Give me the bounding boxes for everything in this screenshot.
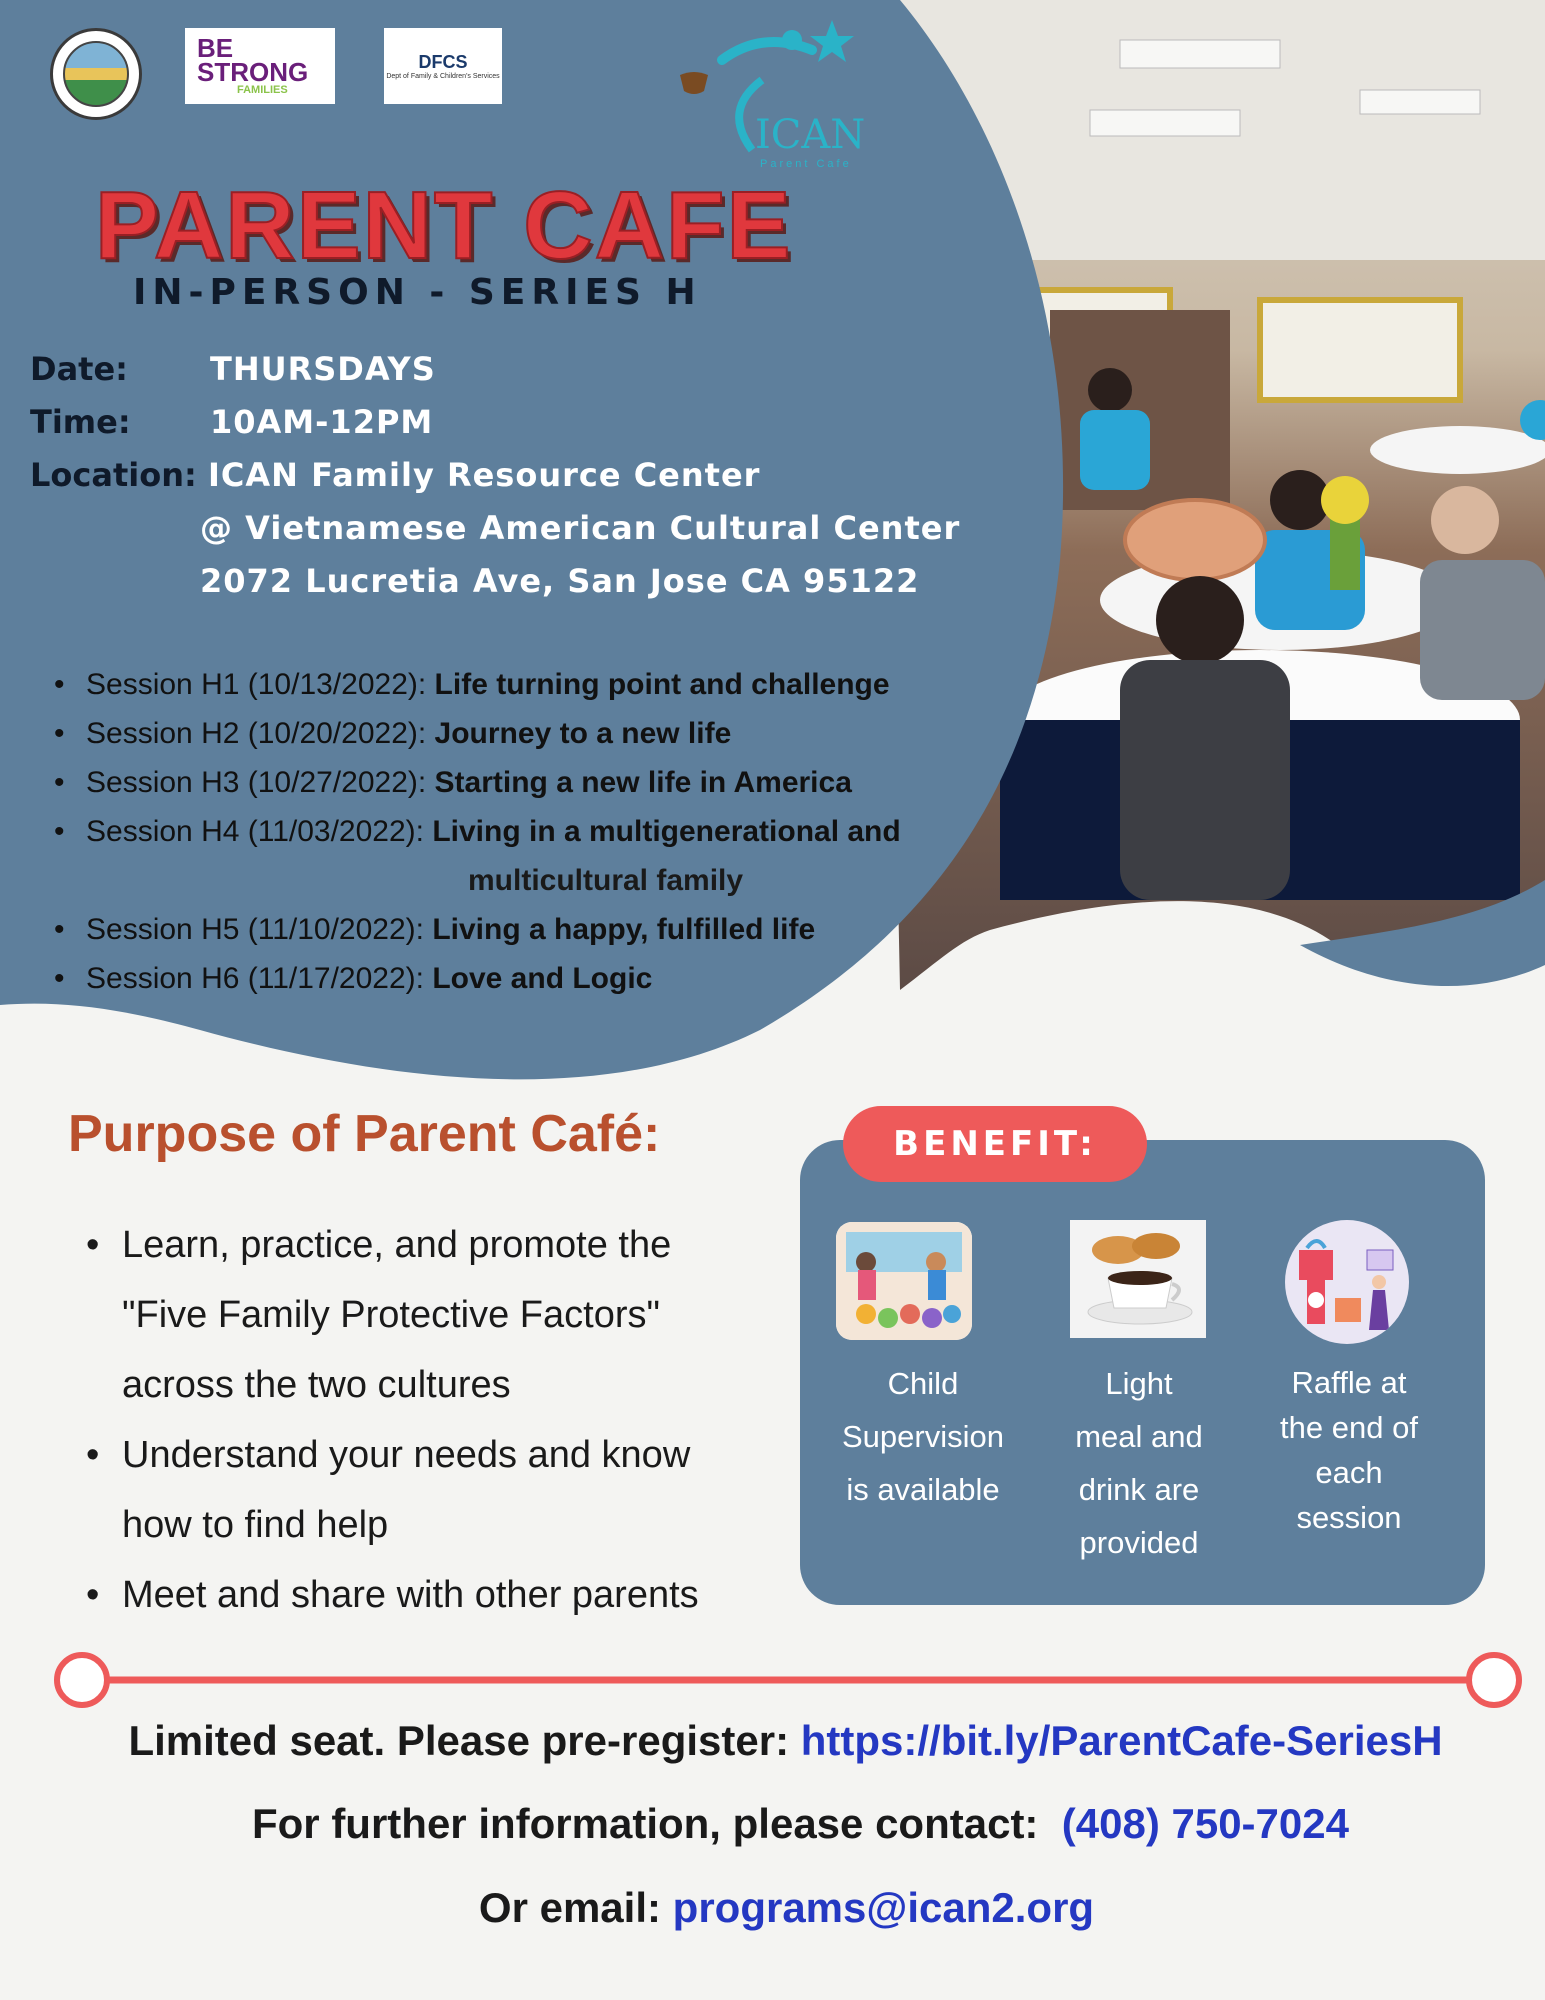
- session-item: [50, 660, 970, 709]
- benefit-text: Raffle at: [1291, 1365, 1407, 1400]
- purpose-line: how to find help: [122, 1504, 389, 1546]
- benefit-text: Supervision: [842, 1419, 1004, 1454]
- page-subtitle: IN-PERSON - SERIES H: [133, 272, 702, 313]
- date-value: THURSDAYS: [210, 350, 436, 388]
- session-item: [50, 905, 970, 954]
- logo-text: DFCS: [418, 52, 468, 72]
- logo-text: BE: [197, 33, 234, 63]
- session-date: Session H5 (11/10/2022):: [86, 913, 433, 946]
- location-line-3: 2072 Lucretia Ave, San Jose CA 95122: [200, 562, 920, 600]
- benefit-text: drink are: [1078, 1472, 1200, 1507]
- session-item: [50, 758, 970, 807]
- children-playing-icon: [836, 1222, 972, 1340]
- session-date: Session H1 (10/13/2022):: [86, 668, 435, 701]
- ican-logo-text: ICAN: [755, 112, 866, 158]
- purpose-item: [86, 1420, 786, 1560]
- email-link[interactable]: programs@ican2.org: [672, 1884, 1095, 1931]
- contact-text: For further information, please contact:: [252, 1800, 1062, 1847]
- prize-draw-icon: [1285, 1220, 1409, 1344]
- purpose-line: Meet and share with other parents: [122, 1574, 699, 1616]
- benefit-child-supervision: [823, 1357, 1023, 1516]
- coffee-croissant-icon: [1070, 1220, 1206, 1338]
- benefit-text: the end of: [1280, 1410, 1418, 1445]
- phone-link[interactable]: (408) 750-7024: [1061, 1800, 1349, 1847]
- benefit-text: meal and: [1075, 1419, 1203, 1454]
- benefit-text: each: [1315, 1455, 1383, 1490]
- time-label: Time:: [30, 403, 131, 441]
- session-list: [50, 660, 970, 1003]
- ican-logo-caption: Parent Cafe: [760, 158, 852, 170]
- location-label: Location:: [30, 456, 197, 494]
- purpose-item: [86, 1560, 786, 1630]
- purpose-line: across the two cultures: [122, 1364, 511, 1406]
- logo-text: FAMILIES: [237, 84, 288, 96]
- register-line: [13, 1717, 1545, 1765]
- benefit-text: Child: [887, 1366, 959, 1401]
- benefit-raffle: [1249, 1360, 1449, 1540]
- register-text: Limited seat. Please pre-register:: [128, 1717, 801, 1764]
- benefit-text: is available: [846, 1472, 1000, 1507]
- date-label: Date:: [30, 350, 128, 388]
- be-strong-families-logo: [185, 28, 335, 104]
- county-seal-logo: [50, 28, 142, 120]
- logo-text: STRONG: [197, 57, 309, 87]
- purpose-heading: Purpose of Parent Café:: [68, 1105, 661, 1163]
- session-item: [50, 954, 970, 1003]
- purpose-line: "Five Family Protective Factors": [122, 1294, 660, 1336]
- page-title: PARENT CAFE: [95, 172, 793, 279]
- purpose-line: Understand your needs and know: [122, 1434, 691, 1476]
- session-date: Session H4 (11/03/2022):: [86, 815, 433, 848]
- benefit-label: BENEFIT:: [843, 1106, 1147, 1182]
- location-line-1: ICAN Family Resource Center: [208, 456, 761, 494]
- benefit-text: session: [1296, 1500, 1402, 1535]
- session-topic: Love and Logic: [432, 962, 653, 995]
- dfcs-logo: [384, 28, 502, 104]
- session-topic: Living a happy, fulfilled life: [432, 913, 816, 946]
- purpose-list: [86, 1210, 786, 1630]
- time-value: 10AM-12PM: [210, 403, 434, 441]
- session-topic: Life turning point and challenge: [434, 668, 890, 701]
- session-date: Session H6 (11/17/2022):: [86, 962, 433, 995]
- session-item: [50, 709, 970, 758]
- purpose-line: Learn, practice, and promote the: [122, 1224, 672, 1266]
- contact-line: [28, 1800, 1545, 1848]
- benefit-text: provided: [1079, 1525, 1199, 1560]
- session-date: Session H3 (10/27/2022):: [86, 766, 435, 799]
- session-date: Session H2 (10/20/2022):: [86, 717, 435, 750]
- divider-line: [52, 1650, 1524, 1710]
- session-item: [50, 807, 970, 856]
- session-topic-continued: multicultural family: [468, 864, 744, 897]
- logo-caption: Dept of Family & Children's Services: [386, 73, 500, 80]
- email-text: Or email:: [478, 1884, 673, 1931]
- session-topic: Starting a new life in America: [434, 766, 852, 799]
- location-line-2: @ Vietnamese American Cultural Center: [200, 509, 961, 547]
- benefit-text: Light: [1105, 1366, 1173, 1401]
- benefit-light-meal: [1039, 1357, 1239, 1569]
- purpose-item: [86, 1210, 786, 1420]
- session-topic: Living in a multigenerational and: [432, 815, 901, 848]
- email-line: [14, 1884, 1545, 1932]
- register-link[interactable]: https://bit.ly/ParentCafe-SeriesH: [800, 1717, 1443, 1764]
- session-topic: Journey to a new life: [434, 717, 732, 750]
